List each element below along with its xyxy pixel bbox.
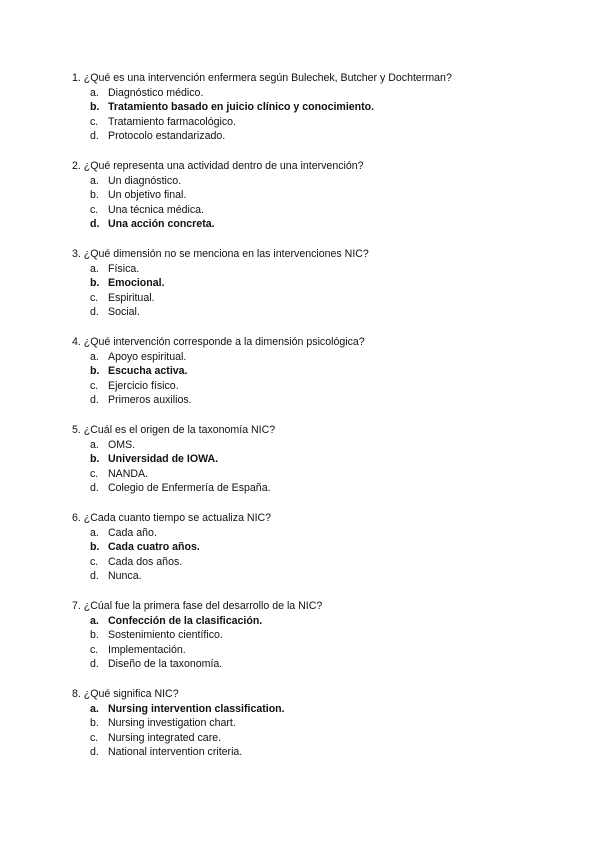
- question-8: [72, 687, 572, 760]
- question-text: 8. ¿Qué significa NIC?: [72, 688, 179, 700]
- question-1: [72, 71, 572, 144]
- option-list: [72, 174, 572, 232]
- question-text: 6. ¿Cada cuanto tiempo se actualiza NIC?: [72, 512, 272, 524]
- option-a: a. Un diagnóstico.: [90, 174, 182, 187]
- question-text: 4. ¿Qué intervención corresponde a la dimensión psicológica?: [72, 336, 365, 348]
- question-text: 3. ¿Qué dimensión no se menciona en las intervenciones NIC?: [72, 248, 369, 260]
- option-c: c. Cada dos años.: [90, 555, 183, 568]
- option-c: c. Implementación.: [90, 643, 186, 656]
- question-2: [72, 159, 572, 232]
- option-b-correct: b. Cada cuatro años.: [90, 541, 200, 554]
- option-b: b. Nursing investigation chart.: [90, 717, 236, 730]
- option-c: c. Nursing integrated care.: [90, 731, 222, 744]
- question-5: [72, 423, 572, 496]
- question-text: 5. ¿Cuál es el origen de la taxonomía NIC?: [72, 424, 276, 436]
- option-d-correct: d. Una acción concreta.: [90, 218, 215, 231]
- option-d: d. National intervention criteria.: [90, 746, 243, 759]
- option-d: d. Nunca.: [90, 570, 142, 583]
- option-b-correct: b. Universidad de IOWA.: [90, 453, 219, 466]
- option-c: c. Espiritual.: [90, 291, 155, 304]
- question-text: 7. ¿Cúal fue la primera fase del desarrollo de la NIC?: [72, 600, 323, 612]
- option-list: [72, 350, 572, 408]
- option-c: c. Ejercicio físico.: [90, 379, 179, 392]
- option-a: a. Apoyo espiritual.: [90, 350, 187, 363]
- option-d: d. Protocolo estandarizado.: [90, 130, 226, 143]
- option-b-correct: b. Emocional.: [90, 277, 165, 290]
- question-text: 1. ¿Qué es una intervención enfermera según Bulechek, Butcher y Dochterman?: [72, 72, 452, 84]
- option-b-correct: b. Escucha activa.: [90, 365, 188, 378]
- option-a-correct: a. Nursing intervention classification.: [90, 702, 285, 715]
- option-list: [72, 702, 572, 760]
- option-d: d. Colegio de Enfermería de España.: [90, 482, 271, 495]
- option-d: d. Social.: [90, 306, 140, 319]
- option-b: b. Sostenimiento científico.: [90, 629, 223, 642]
- option-list: [72, 614, 572, 672]
- option-b-correct: b. Tratamiento basado en juicio clínico y conocimiento.: [90, 101, 375, 114]
- option-a: a. OMS.: [90, 438, 136, 451]
- option-a-correct: a. Confección de la clasificación.: [90, 614, 263, 627]
- option-c: c. NANDA.: [90, 467, 149, 480]
- question-4: [72, 335, 572, 408]
- option-c: c. Una técnica médica.: [90, 203, 204, 216]
- option-c: c. Tratamiento farmacológico.: [90, 115, 236, 128]
- question-6: [72, 511, 572, 584]
- option-list: [72, 262, 572, 320]
- question-3: [72, 247, 572, 320]
- option-d: d. Primeros auxilios.: [90, 394, 192, 407]
- option-a: a. Física.: [90, 262, 140, 275]
- question-7: [72, 599, 572, 672]
- option-a: a. Diagnóstico médico.: [90, 86, 204, 99]
- option-a: a. Cada año.: [90, 526, 157, 539]
- option-b: b. Un objetivo final.: [90, 189, 187, 202]
- option-list: [72, 438, 572, 496]
- option-list: [72, 526, 572, 584]
- option-list: [72, 86, 572, 144]
- option-d: d. Diseño de la taxonomía.: [90, 658, 223, 671]
- question-text: 2. ¿Qué representa una actividad dentro de una intervención?: [72, 160, 364, 172]
